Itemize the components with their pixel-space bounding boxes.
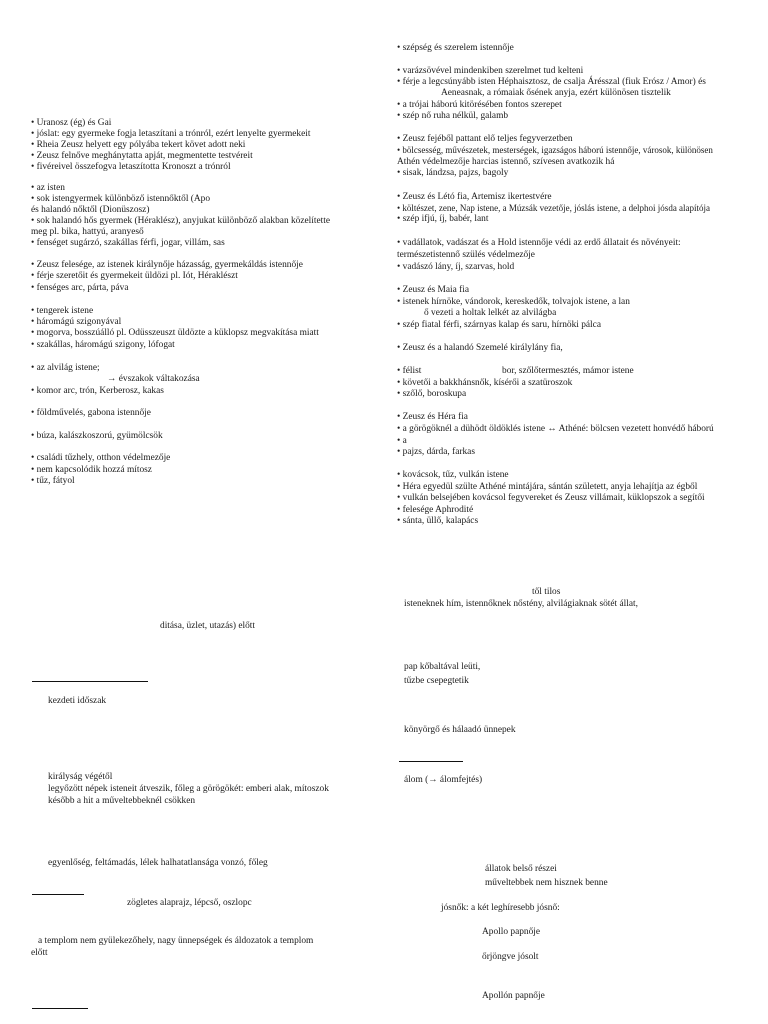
text-line: től tilos [532,587,561,597]
text-line: • a görögöknél a dühödt öldöklés istene ↔ Athéné: bölcsen vezetett honvédő háború [397,424,714,434]
text-line: • sánta, üllő, kalapács [397,516,479,526]
text-line: • sisak, lándzsa, pajzs, bagoly [397,168,509,178]
text-line: • Zeusz és Létó fia, Artemisz ikertestvére [397,192,552,202]
text-line: meg pl. bika, hattyú, aranyeső [31,227,144,237]
text-line: ditása, üzlet, utazás) előtt [160,621,256,631]
text-line: → évszakok váltakozása [107,374,200,384]
text-line: jósnők: a két leghíresebb jósnő: [441,903,560,913]
text-line: isteneknek hím, istennőknek nőstény, alvilágiaknak sötét állat, [404,599,638,609]
text-line: • vulkán belsejében kovácsol fegyvereket és Zeusz villámait, küklopszok a segítői [397,493,705,503]
text-line: • bölcsesség, művészetek, mesterségek, igazságos háború istennője, városok, különösen [397,145,713,155]
text-line: zögletes alaprajz, lépcső, oszlopc [127,898,252,908]
text-line: • nem kapcsolódik hozzá mítosz [31,465,152,475]
text-line: könyörgő és hálaadó ünnepek [404,725,516,735]
text-line: • kovácsok, tűz, vulkán istene [397,470,509,480]
text-line: • az alvilág istene; [31,363,100,373]
text-line: • férje szeretőit és gyermekeit üldözi pl. Iót, Héraklészt [31,271,238,281]
text-line: • az isten [31,183,65,193]
text-line: • sok halandó hős gyermek (Héraklész), anyjukat különböző alakban közelítette [31,216,331,226]
text-line: • a trójai háború kitörésében fontos szerepet [397,100,562,110]
text-line: • költészet, zene, Nap istene, a Múzsák vezetője, jóslás istene, a delphoi jósda alapítója [397,203,711,213]
text-line: Aeneasnak, a rómaiak ősének anyja, ezért különösen tisztelik [441,88,671,98]
text-line: • istenek hírnöke, vándorok, kereskedők, tolvajok istene, a lan [397,297,630,307]
text-line: később a hit a műveltebbeknél csökken [48,796,196,806]
text-line: • fenséget sugárzó, szakállas férfi, jogar, villám, sas [31,238,225,248]
text-line: • jóslat: egy gyermeke fogja letaszítani a trónról, ezért lenyelte gyermekeit [31,129,311,139]
text-line: • szép ifjú, íj, babér, lant [397,214,489,224]
text-line: • mogorva, bosszúálló pl. Odüsszeuszt üldözte a küklopsz megvakítása miatt [31,328,319,338]
text-line: • Héra egyedül szülte Athéné mintájára, sántán született, anyja lehajítja az égből [397,482,698,492]
text-line: • sok istengyermek különböző istennőktől (Apo [31,194,211,204]
text-line: • búza, kalászkoszorú, gyümölcsök [31,431,163,441]
text-line: állatok belső részei [485,864,557,874]
text-line: • felesége Aphrodité [397,505,474,515]
divider [32,681,148,682]
text-line: • férje a legcsúnyább isten Héphaisztosz, de csalja Árésszal (fiuk Erósz / Amor) és [397,77,706,87]
text-line: • vadászó lány, íj, szarvas, hold [397,262,515,272]
divider [32,894,84,895]
text-line: előtt [31,948,48,958]
text-line: • Uranosz (ég) és Gai [31,118,112,128]
text-line: • pajzs, dárda, farkas [397,447,475,457]
text-line: • a [397,436,407,446]
text-line: álom (→ álomfejtés) [404,775,483,785]
text-line: • tengerek istene [31,306,94,316]
text-line: • komor arc, trón, Kerberosz, kakas [31,386,164,396]
text-line: ő vezeti a holtak lelkét az alvilágba [424,308,557,318]
text-line: • fenséges arc, párta, páva [31,283,129,293]
text-line: • Zeusz és Maia fia [397,285,470,295]
text-line: Apollón papnője [482,991,545,1001]
text-line: • háromágú szigonyával [31,317,122,327]
text-line: bor, szőlőtermesztés, mámor istene [502,366,634,376]
text-line: • Zeusz és Héra fia [397,412,468,422]
text-line: a templom nem gyülekezőhely, nagy ünnepségek és áldozatok a templom [38,936,314,946]
text-line: • félist [397,366,422,376]
text-line: tűzbe csepegtetik [404,676,469,686]
text-line: • fivéreivel összefogva letaszította Kronoszt a trónról [31,162,231,172]
text-line: • varázsövével mindenkiben szerelmet tud kelteni [397,66,584,76]
text-line: • Rheia Zeusz helyett egy pólyába tekert követ adott neki [31,140,246,150]
text-line: • szőlő, boroskupa [397,389,467,399]
text-line: kezdeti időszak [48,696,107,706]
text-line: • Zeusz felnőve meghánytatta apját, megmentette testvéreit [31,151,253,161]
text-line: és halandó nőktől (Dionüszosz) [31,205,150,215]
text-line: • követői a bakkhánsnők, kísérői a szatüroszok [397,378,573,388]
divider [32,1008,88,1009]
text-line: • szakállas, háromágú szigony, lófogat [31,340,175,350]
text-line: • szép nő ruha nélkül, galamb [397,111,509,121]
text-line: • szépség és szerelem istennője [397,43,514,53]
text-line: természetistennő szülés védelmezője [397,250,535,260]
text-line: • Zeusz és a halandó Szemelé királylány fia, [397,343,563,353]
text-line: királyság végétől [48,772,113,782]
text-line: őrjöngve jósolt [482,952,539,962]
text-line: pap kőbaltával leüti, [404,662,481,672]
text-line: • Zeusz fejéből pattant elő teljes fegyverzetben [397,134,573,144]
text-line: Apollo papnője [482,927,541,937]
text-line: legyőzött népek isteneit átveszik, főleg a görögökét: emberi alak, mítoszok [48,784,329,794]
text-line: • földművelés, gabona istennője [31,408,151,418]
divider [399,761,463,762]
text-line: • Zeusz felesége, az istenek királynője házasság, gyermekáldás istennője [31,260,303,270]
text-line: • szép fiatal férfi, szárnyas kalap és saru, hírnöki pálca [397,320,601,330]
text-line: Athén védelmezője harcias istennő, szívesen avatkozik há [397,157,615,167]
text-line: műveltebbek nem hisznek benne [485,878,608,888]
text-line: egyenlőség, feltámadás, lélek halhatatlansága vonzó, főleg [48,858,268,868]
text-line: • vadállatok, vadászat és a Hold istennője védi az erdő állatait és növényeit: [397,238,681,248]
text-line: • tűz, fátyol [31,476,75,486]
text-line: • családi tűzhely, otthon védelmezője [31,453,171,463]
